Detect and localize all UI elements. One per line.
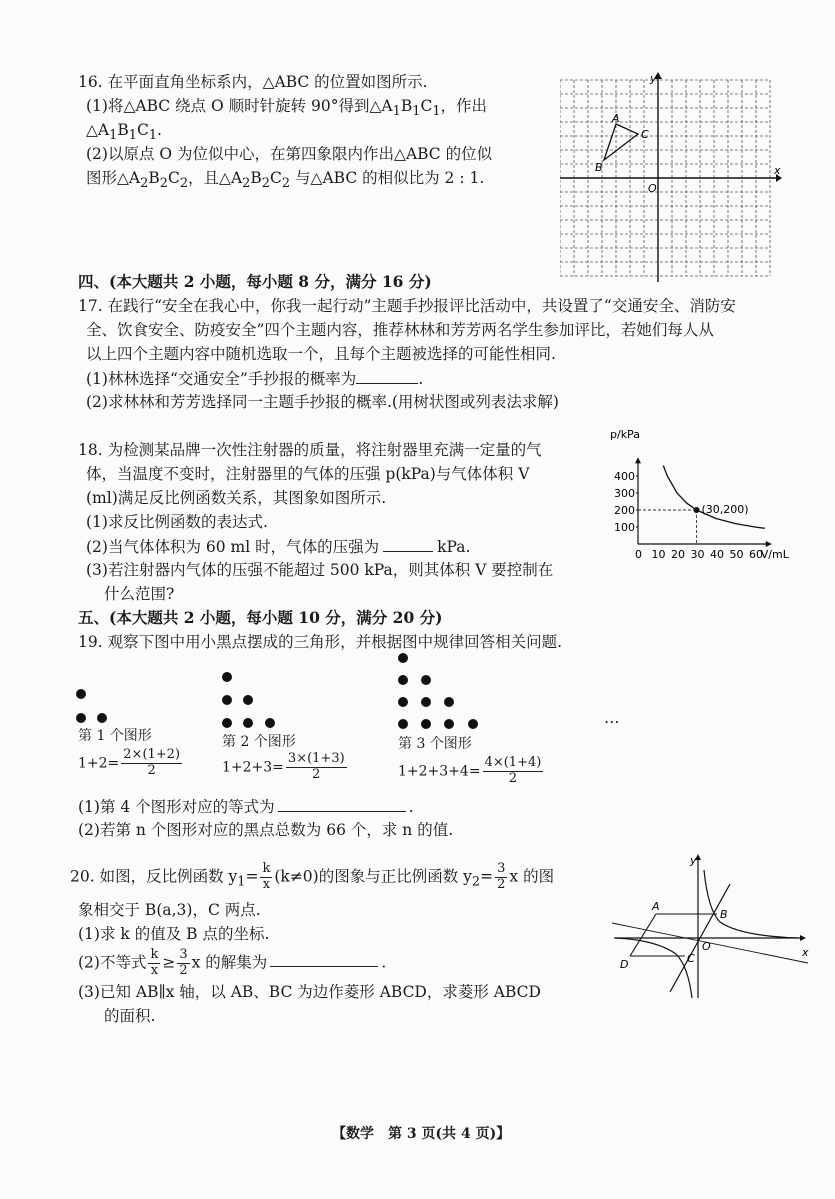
q20-line2: 象相交于 B(a,3)，C 两点. (78, 901, 261, 919)
q18-part3-line1: (3)若注射器内气体的压强不能超过 500 kPa，则其体积 V 要控制在 (86, 561, 554, 579)
chart-x-tick-label: 60 (749, 548, 763, 561)
fig16-point-b: B (595, 161, 603, 174)
fig20-point-b: B (720, 908, 728, 921)
chart-x-tick-label: 10 (651, 548, 666, 561)
fig16-origin-label: O (648, 182, 657, 195)
q19-part1: (1)第 4 个图形对应的等式为 . (78, 794, 414, 819)
q19-answer-blank[interactable] (278, 794, 406, 812)
fig20-point-d: D (620, 958, 629, 971)
q16-grid-figure (560, 70, 785, 285)
chart-x-label: V/mL (760, 548, 789, 561)
q18-line2: 体，当温度不变时，注射器里的气体的压强 p(kPa)与气体体积 V (86, 465, 530, 483)
q20-part3-line1: (3)已知 AB∥x 轴，以 AB、BC 为边作菱形 ABCD，求菱形 ABCD (78, 983, 541, 1001)
q20-part1: (1)求 k 的值及 B 点的坐标. (78, 925, 270, 943)
dot (76, 689, 86, 699)
fig16-y-label: y (650, 72, 657, 85)
dot (421, 719, 431, 729)
q20-part2: (2)不等式 $\frac{k}{x}$ ≥ $\frac{3}{2}$ x 的解集为 . (78, 947, 387, 978)
fig20-origin-label: O (702, 940, 711, 953)
fig20-x-arrow-icon (800, 935, 806, 941)
chart-x-tick-label: 0 (635, 548, 642, 561)
fig16-point-a: A (612, 112, 620, 125)
q19-part2: (2)若第 n 个图形对应的黑点总数为 66 个，求 n 的值. (78, 821, 454, 839)
dot (222, 695, 232, 705)
chart-x-tick-label: 50 (729, 548, 744, 561)
fig20-point-a: A (652, 900, 660, 913)
fig20-segment-ad (630, 914, 656, 956)
chart-series-line (663, 466, 765, 529)
q19-caption-1: 第 1 个图形 (78, 728, 152, 744)
triangle-abc (604, 124, 638, 160)
dot (444, 697, 454, 707)
q19-ellipsis: … (604, 709, 620, 727)
q17-part1: (1)林林选择“交通安全”手抄报的概率为 . (86, 366, 423, 391)
fig20-hyperbola-branch-1 (704, 870, 798, 938)
dot (97, 713, 107, 723)
chart-y-label: p/kPa (610, 428, 640, 441)
chart-annotation-label: (30,200) (701, 503, 749, 516)
section-5-heading: 五、(本大题共 2 小题，每小题 10 分，满分 20 分) (78, 608, 443, 627)
q19-equation-3: 1+2+3+4= $\frac{4\times(1+4)}{2}$ (398, 755, 542, 786)
q16-part2-line2: 图形$\triangle A_2B_2C_2$，且$\triangle A_2B_2C_2$ 与△ABC 的相似比为 2 : 1. (86, 169, 485, 192)
dot (398, 653, 408, 663)
q18-line3: (ml)满足反比例函数关系，其图象如图所示. (86, 489, 387, 507)
fig20-y-label: y (690, 854, 697, 867)
chart-x-tick-label: 30 (690, 548, 705, 561)
dot (444, 719, 454, 729)
q18-line1: 18. 为检测某品牌一次性注射器的质量，将注射器里充满一定量的气 (78, 441, 542, 459)
q17-part2: (2)求林林和芳芳选择同一主题手抄报的概率.(用树状图或列表法求解) (86, 393, 559, 411)
dot (398, 697, 408, 707)
q17-answer-blank[interactable] (356, 366, 418, 384)
q18-part2: (2)当气体体积为 60 ml 时，气体的压强为 kPa. (86, 534, 470, 559)
dot (421, 675, 431, 685)
chart-y-tick-label: 200 (614, 504, 635, 517)
section-4-heading: 四、(本大题共 2 小题，每小题 8 分，满分 16 分) (78, 272, 432, 291)
q18-part1: (1)求反比例函数的表达式. (86, 513, 268, 531)
chart-x-arrow-icon (766, 541, 772, 547)
fig16-x-label: x (774, 164, 781, 177)
dot (222, 672, 232, 682)
q16-intro: 16. 在平面直角坐标系内，△ABC 的位置如图所示. (78, 73, 428, 91)
q20-function-figure (612, 852, 812, 1002)
fig20-point-c: C (687, 952, 695, 965)
q19-intro: 19. 观察下图中用小黑点摆成的三角形，并根据图中规律回答相关问题. (78, 633, 563, 651)
chart-x-tick-label: 20 (671, 548, 685, 561)
dot (468, 719, 478, 729)
q17-line3: 以上四个主题内容中随机选取一个，且每个主题被选择的可能性相同. (86, 345, 556, 363)
chart-y-tick-label: 100 (614, 521, 635, 534)
fig20-x-label: x (802, 946, 809, 959)
dot (265, 718, 275, 728)
chart-y-arrow-icon (635, 457, 641, 463)
q19-caption-2: 第 2 个图形 (222, 734, 296, 750)
q20-line1: 20. 如图，反比例函数 $y_1=$ $\frac{k}{x}$ (k≠0)的图象与正比例函数 $y_2=$ $\frac{3}{2}$ x 的图 (70, 861, 555, 892)
dot (222, 718, 232, 728)
q18-pressure-volume-chart (608, 426, 798, 568)
q16-part1-line2: $\triangle A_1B_1C_1$. (86, 121, 162, 144)
q17-line2: 全、饮食安全、防疫安全”四个主题内容，推荐林林和芳芳两名学生参加评比，若她们每人从 (86, 321, 714, 339)
page-footer: 【数学 第 3 页(共 4 页)】 (332, 1126, 511, 1142)
q20-part3-line2: 的面积. (104, 1007, 156, 1025)
dot (398, 719, 408, 729)
q20-answer-blank[interactable] (270, 949, 378, 967)
q18-part3-line2: 什么范围? (104, 585, 175, 603)
q19-caption-3: 第 3 个图形 (398, 736, 472, 752)
chart-x-tick-label: 40 (710, 548, 724, 561)
q16-part2-line1: (2)以原点 O 为位似中心，在第四象限内作出△ABC 的位似 (86, 145, 493, 163)
dot (76, 713, 86, 723)
q19-equation-1: 1+2= $\frac{2\times(1+2)}{2}$ (78, 747, 181, 778)
q17-line1: 17. 在践行“安全在我心中，你我一起行动”主题手抄报评比活动中，共设置了“交通安全、消防安 (78, 297, 736, 315)
chart-y-tick-label: 300 (614, 487, 635, 500)
q19-equation-2: 1+2+3= $\frac{3\times(1+3)}{2}$ (222, 751, 345, 782)
chart-annotation-point (694, 507, 700, 513)
dot (243, 718, 253, 728)
q18-answer-blank[interactable] (383, 534, 433, 552)
fig16-point-c: C (641, 128, 649, 141)
chart-y-tick-label: 400 (614, 470, 635, 483)
dot (398, 675, 408, 685)
q16-part1-line1: (1)将△ABC 绕点 O 顺时针旋转 90°得到$\triangle A_1B_1C_1$，作出 (86, 97, 488, 120)
dot (243, 695, 253, 705)
dot (421, 697, 431, 707)
